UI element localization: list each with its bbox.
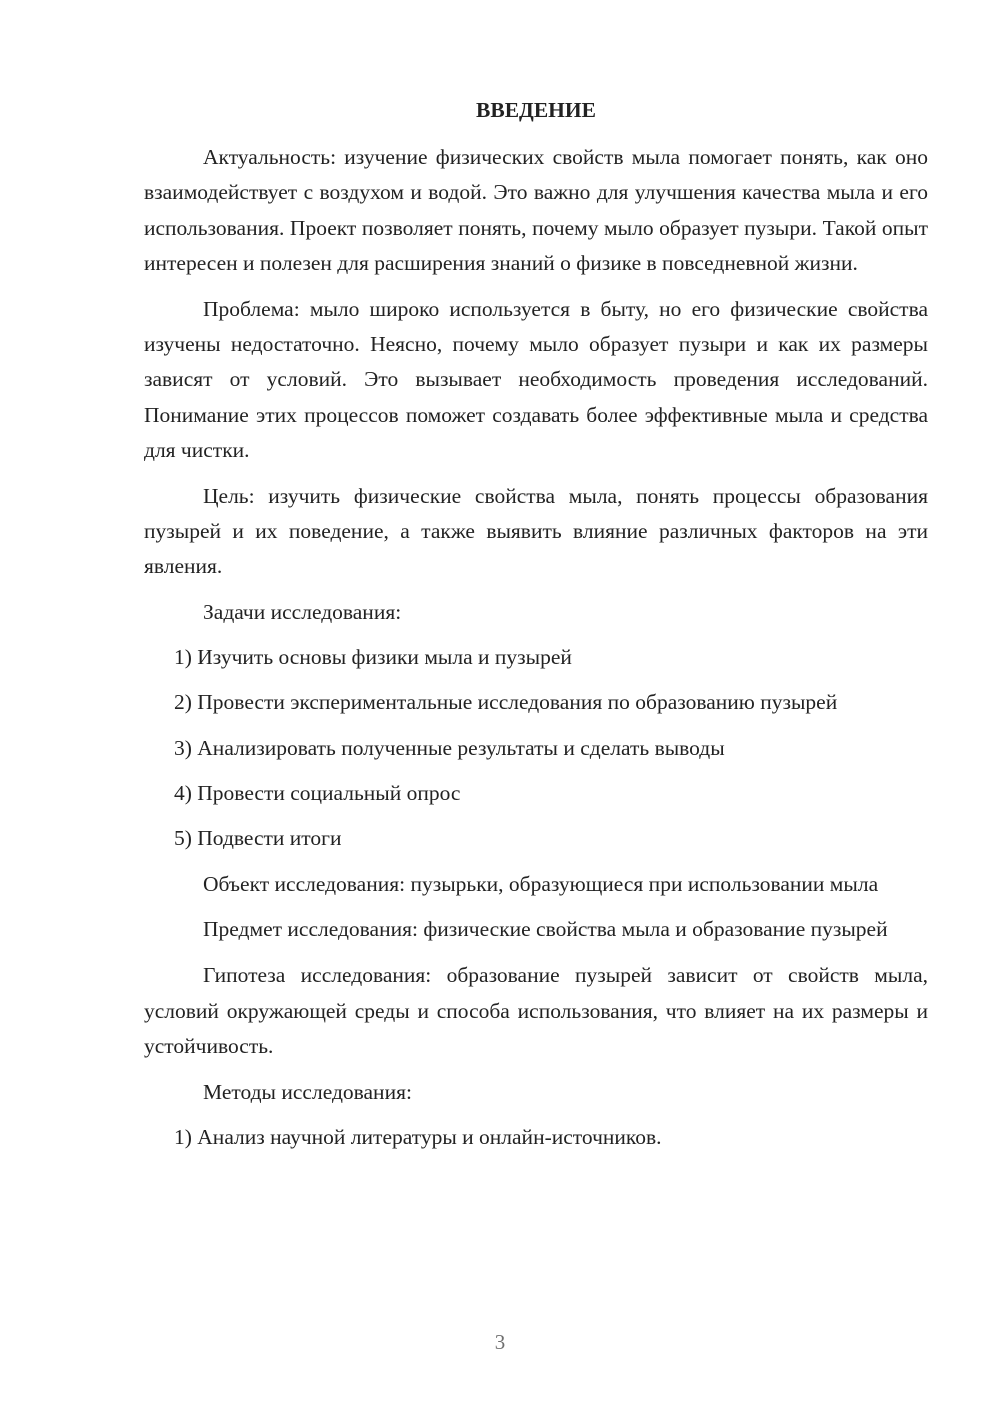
page-content: [144, 93, 928, 1165]
object-paragraph: Объект исследования: пузырьки, образующиеся при использовании мыла: [203, 871, 879, 896]
tasks-heading: Задачи исследования:: [203, 600, 402, 625]
subject-paragraph: Предмет исследования: физические свойства мыла и образование пузырей: [203, 917, 888, 942]
problem-paragraph: Проблема: мыло широко используется в быту, но его физические свойства изучены недостаточно. Неясно, почему мыло образует пузыри и как их размеры зависят от условий. Это вызывает необходимость проведения исследований. Понимание этих процессов поможет создавать более эффективные мыла и средства для чистки.: [144, 296, 928, 462]
task-item-2: 2) Провести экспериментальные исследования по образованию пузырей: [174, 690, 838, 715]
task-item-5: 5) Подвести итоги: [174, 826, 342, 851]
page-title: ВВЕДЕНИЕ: [476, 98, 596, 122]
hypothesis-paragraph: Гипотеза исследования: образование пузырей зависит от свойств мыла, условий окружающей среды и способа использования, что влияет на их размеры и устойчивость.: [144, 963, 928, 1058]
task-item-4: 4) Провести социальный опрос: [174, 781, 461, 806]
task-item-1: 1) Изучить основы физики мыла и пузырей: [174, 645, 572, 670]
relevance-paragraph: Актуальность: изучение физических свойств мыла помогает понять, как оно взаимодействует с воздухом и водой. Это важно для улучшения качества мыла и его использования. Проект позволяет понять, почему мыло образует пузыри. Такой опыт интересен и полезен для расширения знаний о физике в повседневной жизни.: [144, 145, 928, 275]
page-number: 3: [494, 1330, 506, 1354]
method-item-1: 1) Анализ научной литературы и онлайн-источников.: [174, 1124, 662, 1149]
task-item-3: 3) Анализировать полученные результаты и сделать выводы: [174, 735, 725, 760]
methods-heading: Методы исследования:: [203, 1079, 412, 1104]
goal-paragraph: Цель: изучить физические свойства мыла, понять процессы образования пузырей и их поведение, а также выявить влияние различных факторов на эти явления.: [144, 483, 928, 579]
